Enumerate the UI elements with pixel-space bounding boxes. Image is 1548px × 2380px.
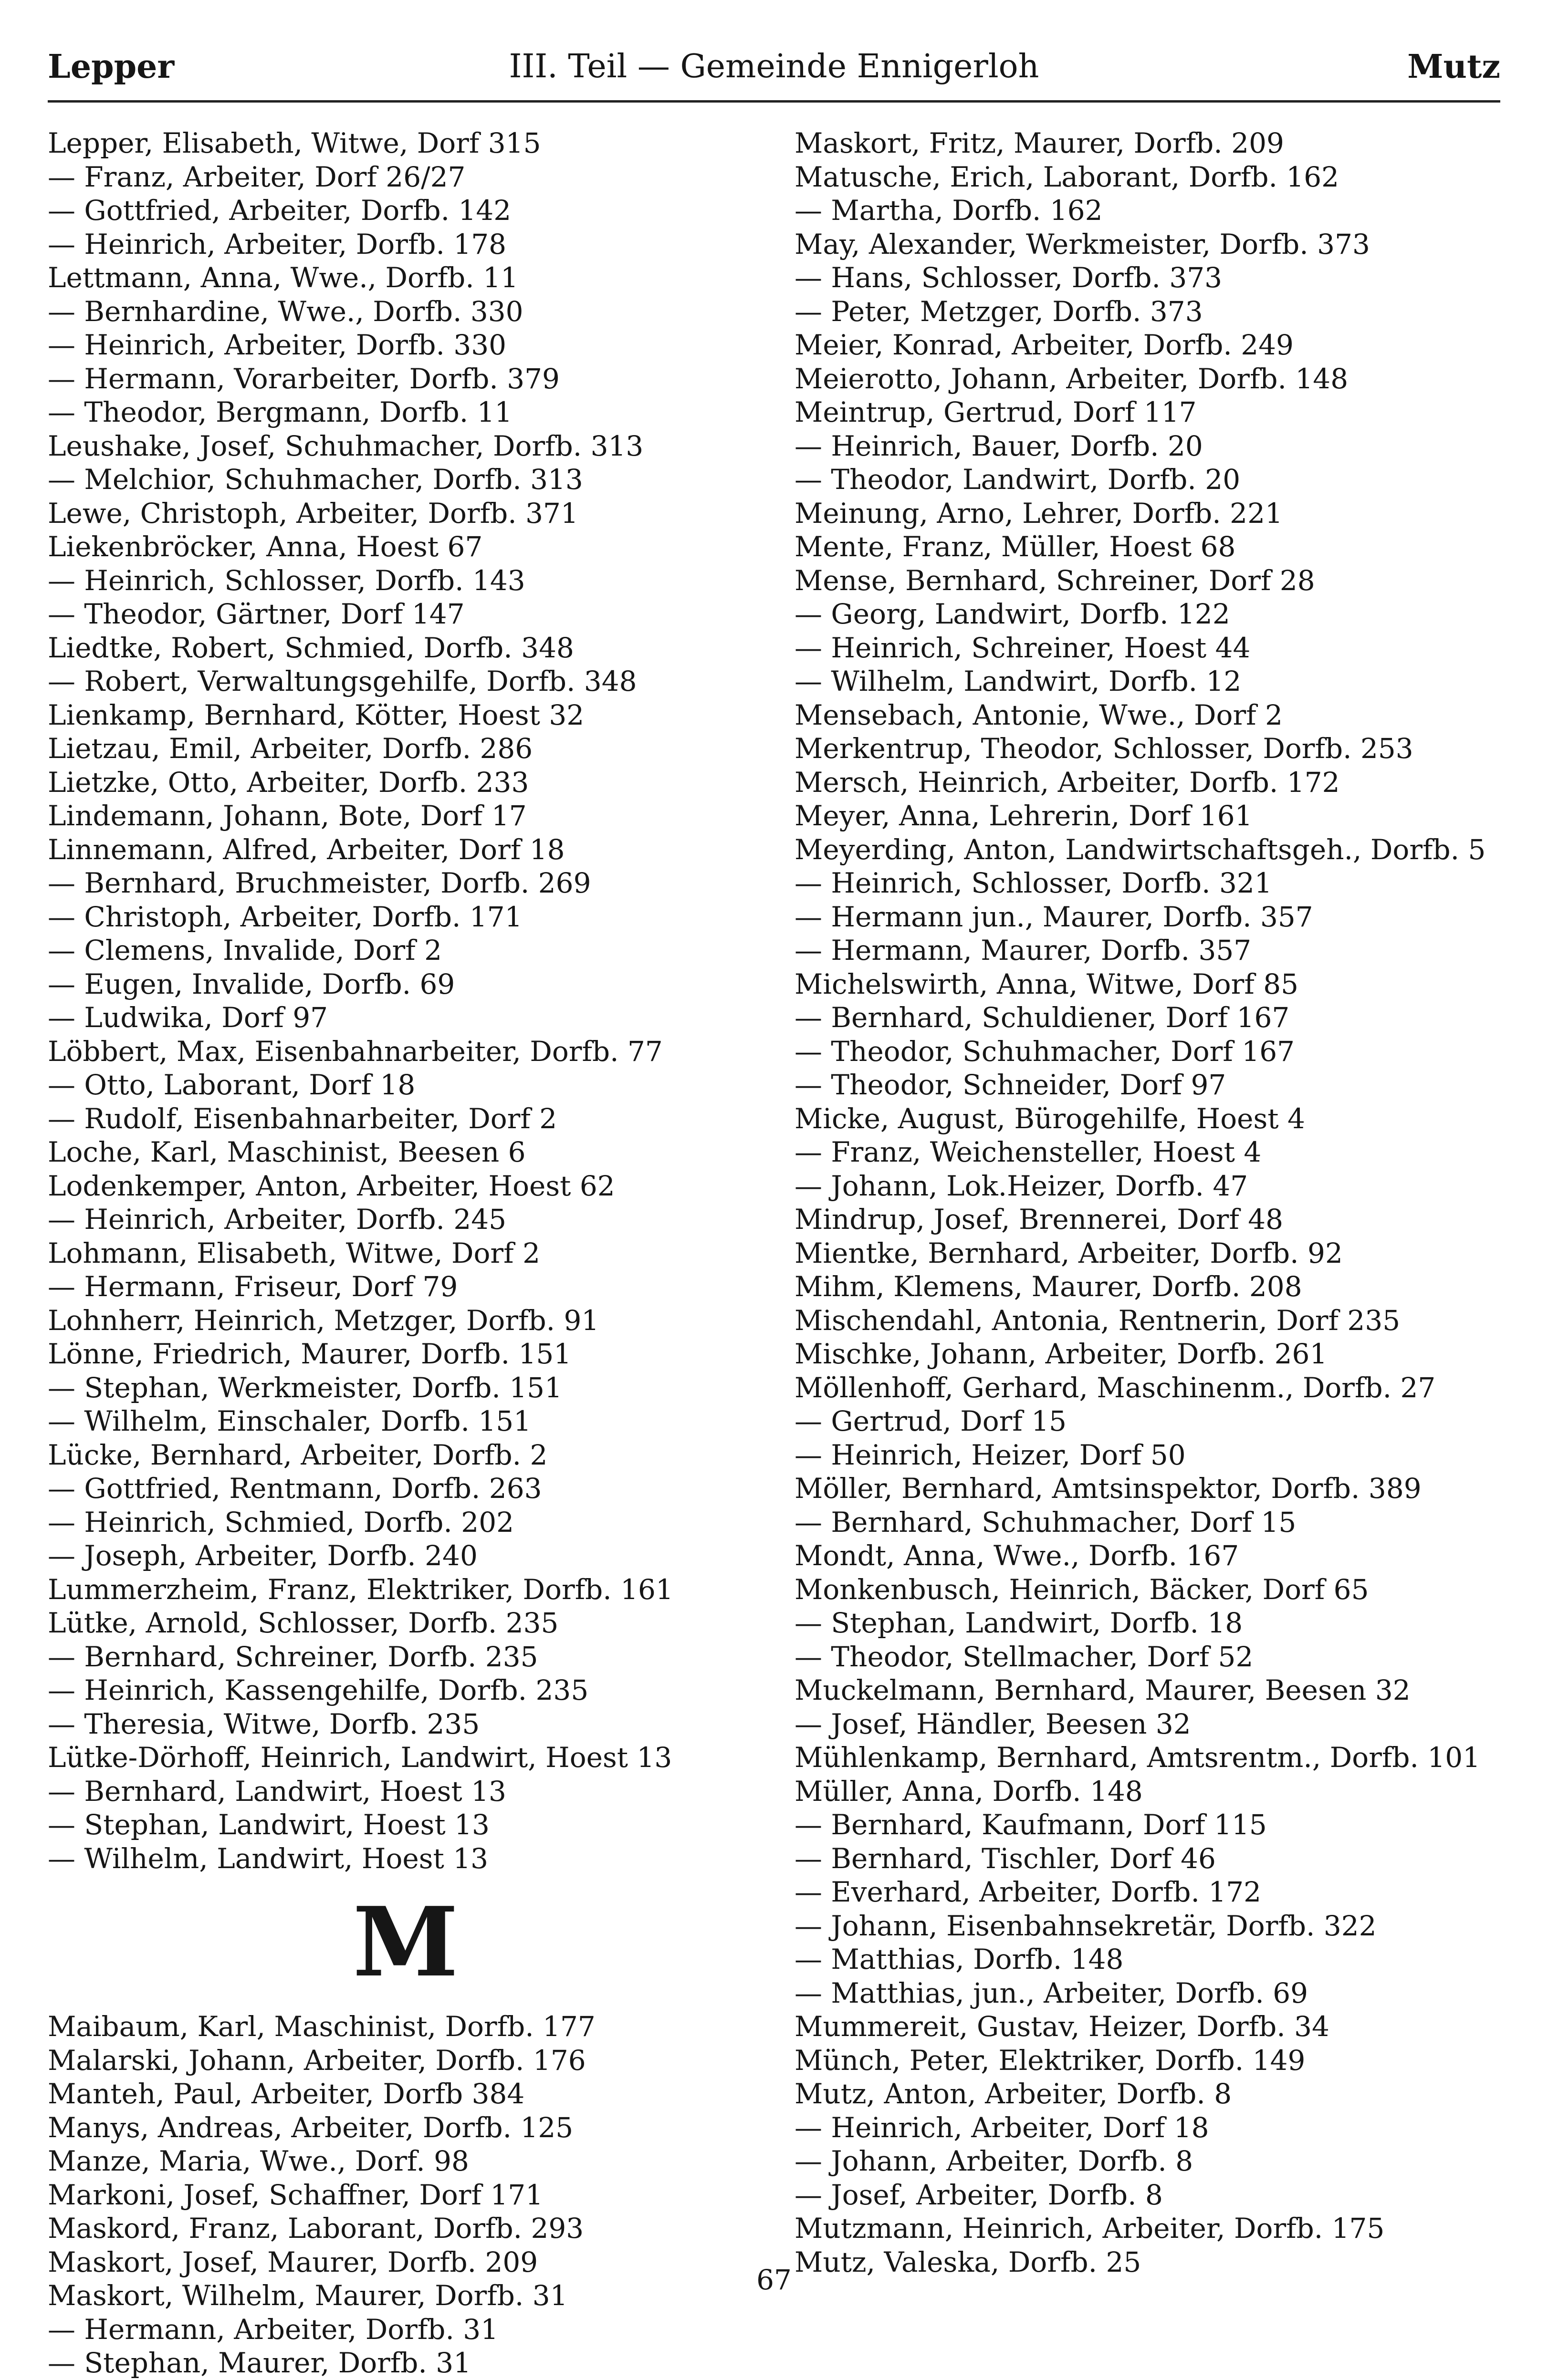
directory-entry: Meyerding, Anton, Landwirtschaftsgeh., Dorfb. 5 <box>795 833 1486 866</box>
directory-entry: — Gottfried, Arbeiter, Dorfb. 142 <box>48 194 512 227</box>
directory-entry: Meierotto, Johann, Arbeiter, Dorfb. 148 <box>795 362 1349 395</box>
directory-entry: — Heinrich, Arbeiter, Dorfb. 245 <box>48 1203 507 1236</box>
directory-entry: — Clemens, Invalide, Dorf 2 <box>48 934 442 967</box>
directory-entry: — Theodor, Stellmacher, Dorf 52 <box>795 1640 1254 1673</box>
directory-entry: Markoni, Josef, Schaffner, Dorf 171 <box>48 2178 544 2211</box>
directory-entry: Lönne, Friedrich, Maurer, Dorfb. 151 <box>48 1338 572 1370</box>
directory-entry: — Gertrud, Dorf 15 <box>795 1405 1067 1437</box>
running-head-left: Lepper <box>48 48 175 86</box>
directory-entry: — Stephan, Werkmeister, Dorfb. 151 <box>48 1371 562 1404</box>
directory-entry: Liedtke, Robert, Schmied, Dorfb. 348 <box>48 631 574 664</box>
directory-entry: — Theodor, Schneider, Dorf 97 <box>795 1069 1226 1101</box>
directory-entry: — Eugen, Invalide, Dorfb. 69 <box>48 967 455 1000</box>
directory-entry: Manys, Andreas, Arbeiter, Dorfb. 125 <box>48 2111 574 2144</box>
directory-entry: Lienkamp, Bernhard, Kötter, Hoest 32 <box>48 698 585 731</box>
directory-entry: Leushake, Josef, Schuhmacher, Dorfb. 313 <box>48 429 644 462</box>
directory-entry: Meinung, Arno, Lehrer, Dorfb. 221 <box>795 497 1283 530</box>
directory-entry: — Johann, Arbeiter, Dorfb. 8 <box>795 2145 1193 2177</box>
directory-entry: Maskort, Josef, Maurer, Dorfb. 209 <box>48 2245 538 2278</box>
directory-entry: Manteh, Paul, Arbeiter, Dorfb 384 <box>48 2078 525 2110</box>
directory-entry: Matusche, Erich, Laborant, Dorfb. 162 <box>795 160 1339 193</box>
directory-entry: — Johann, Eisenbahnsekretär, Dorfb. 322 <box>795 1909 1377 1942</box>
directory-entry: — Melchior, Schuhmacher, Dorfb. 313 <box>48 463 583 496</box>
directory-entry: Möllenhoff, Gerhard, Maschinenm., Dorfb. 27 <box>795 1371 1436 1404</box>
directory-entry: — Josef, Arbeiter, Dorfb. 8 <box>795 2178 1163 2211</box>
directory-entry: Mutzmann, Heinrich, Arbeiter, Dorfb. 175 <box>795 2212 1385 2245</box>
running-head-right: Mutz <box>1407 48 1500 86</box>
directory-entry: Lewe, Christoph, Arbeiter, Dorfb. 371 <box>48 497 578 530</box>
directory-entry: — Hermann jun., Maurer, Dorfb. 357 <box>795 900 1313 933</box>
directory-entry: Mientke, Bernhard, Arbeiter, Dorfb. 92 <box>795 1237 1343 1269</box>
directory-entry: Maskort, Fritz, Maurer, Dorfb. 209 <box>795 127 1284 159</box>
directory-entry: — Hermann, Arbeiter, Dorfb. 31 <box>48 2313 499 2346</box>
directory-entry: — Stephan, Landwirt, Dorfb. 18 <box>795 1607 1243 1639</box>
directory-entry: — Gottfried, Rentmann, Dorfb. 263 <box>48 1472 542 1505</box>
directory-entry: — Theodor, Schuhmacher, Dorf 167 <box>795 1035 1295 1068</box>
directory-entry: — Wilhelm, Einschaler, Dorfb. 151 <box>48 1405 532 1437</box>
directory-entry: Lepper, Elisabeth, Witwe, Dorf 315 <box>48 127 541 159</box>
directory-entry: Mente, Franz, Müller, Hoest 68 <box>795 530 1236 563</box>
directory-entry: — Wilhelm, Landwirt, Dorfb. 12 <box>795 665 1242 697</box>
directory-entry: Lodenkemper, Anton, Arbeiter, Hoest 62 <box>48 1169 615 1202</box>
section-letter-m: M <box>353 1886 459 1998</box>
directory-entry: — Heinrich, Heizer, Dorf 50 <box>795 1438 1186 1471</box>
directory-entry: Lütke-Dörhoff, Heinrich, Landwirt, Hoest 13 <box>48 1741 672 1774</box>
directory-entry: — Franz, Arbeiter, Dorf 26/27 <box>48 160 466 193</box>
directory-entry: — Bernhard, Kaufmann, Dorf 115 <box>795 1808 1267 1841</box>
directory-entry: — Josef, Händler, Beesen 32 <box>795 1707 1191 1740</box>
directory-entry: Münch, Peter, Elektriker, Dorfb. 149 <box>795 2044 1306 2077</box>
directory-entry: — Everhard, Arbeiter, Dorfb. 172 <box>795 1876 1262 1908</box>
directory-entry: — Bernhard, Landwirt, Hoest 13 <box>48 1775 506 1808</box>
directory-entry: Mensebach, Antonie, Wwe., Dorf 2 <box>795 698 1283 731</box>
directory-entry: Mersch, Heinrich, Arbeiter, Dorfb. 172 <box>795 766 1340 799</box>
directory-entry: Mihm, Klemens, Maurer, Dorfb. 208 <box>795 1270 1302 1303</box>
directory-entry: — Heinrich, Arbeiter, Dorfb. 330 <box>48 329 507 361</box>
directory-entry: Monkenbusch, Heinrich, Bäcker, Dorf 65 <box>795 1573 1369 1606</box>
directory-entry: — Heinrich, Schreiner, Hoest 44 <box>795 631 1251 664</box>
entry-list-m-continued <box>795 126 1529 2279</box>
directory-entry: Lummerzheim, Franz, Elektriker, Dorfb. 161 <box>48 1573 673 1606</box>
directory-entry: Maskort, Wilhelm, Maurer, Dorfb. 31 <box>48 2279 568 2312</box>
entry-list-l <box>48 126 764 1875</box>
directory-entry: — Matthias, jun., Arbeiter, Dorfb. 69 <box>795 1976 1308 2009</box>
directory-entry: Lohmann, Elisabeth, Witwe, Dorf 2 <box>48 1237 540 1269</box>
directory-entry: Maibaum, Karl, Maschinist, Dorfb. 177 <box>48 2010 596 2043</box>
directory-entry: — Bernhard, Bruchmeister, Dorfb. 269 <box>48 867 591 899</box>
directory-entry: — Joseph, Arbeiter, Dorfb. 240 <box>48 1539 478 1572</box>
page-header <box>48 43 1500 103</box>
directory-entry: — Bernhard, Schuhmacher, Dorf 15 <box>795 1506 1297 1538</box>
directory-entry: Micke, August, Bürogehilfe, Hoest 4 <box>795 1102 1305 1135</box>
directory-entry: — Christoph, Arbeiter, Dorfb. 171 <box>48 900 523 933</box>
directory-entry: Lütke, Arnold, Schlosser, Dorfb. 235 <box>48 1607 559 1639</box>
directory-entry: — Hermann, Friseur, Dorf 79 <box>48 1270 458 1303</box>
directory-entry: Mischendahl, Antonia, Rentnerin, Dorf 235 <box>795 1304 1401 1337</box>
directory-entry: Mense, Bernhard, Schreiner, Dorf 28 <box>795 564 1315 597</box>
directory-entry: — Wilhelm, Landwirt, Hoest 13 <box>48 1842 489 1875</box>
directory-entry: Liekenbröcker, Anna, Hoest 67 <box>48 530 483 563</box>
directory-entry: — Heinrich, Arbeiter, Dorfb. 178 <box>48 228 507 260</box>
directory-entry: Mondt, Anna, Wwe., Dorfb. 167 <box>795 1539 1239 1572</box>
directory-entry: Mischke, Johann, Arbeiter, Dorfb. 261 <box>795 1338 1328 1370</box>
directory-entry: — Heinrich, Bauer, Dorfb. 20 <box>795 429 1203 462</box>
directory-entry: Möller, Bernhard, Amtsinspektor, Dorfb. 389 <box>795 1472 1422 1505</box>
directory-entry: Meier, Konrad, Arbeiter, Dorfb. 249 <box>795 329 1294 361</box>
directory-entry: — Stephan, Maurer, Dorfb. 31 <box>48 2347 471 2379</box>
directory-entry: Lettmann, Anna, Wwe., Dorfb. 11 <box>48 261 518 294</box>
directory-entry: — Robert, Verwaltungsgehilfe, Dorfb. 348 <box>48 665 637 697</box>
directory-entry: — Theodor, Gärtner, Dorf 147 <box>48 598 465 630</box>
directory-entry: Lindemann, Johann, Bote, Dorf 17 <box>48 800 527 832</box>
directory-entry: Manze, Maria, Wwe., Dorf. 98 <box>48 2145 469 2177</box>
directory-entry: Linnemann, Alfred, Arbeiter, Dorf 18 <box>48 833 565 866</box>
entry-list-m <box>48 2010 764 2380</box>
directory-entry: Mutz, Anton, Arbeiter, Dorfb. 8 <box>795 2078 1232 2110</box>
directory-entry: — Theodor, Landwirt, Dorfb. 20 <box>795 463 1241 496</box>
directory-entry: — Johann, Lok.Heizer, Dorfb. 47 <box>795 1169 1248 1202</box>
directory-entry: Mindrup, Josef, Brennerei, Dorf 48 <box>795 1203 1284 1236</box>
directory-entry: Mummereit, Gustav, Heizer, Dorfb. 34 <box>795 2010 1329 2043</box>
directory-entry: — Heinrich, Kassengehilfe, Dorfb. 235 <box>48 1674 589 1706</box>
directory-entry: — Theodor, Bergmann, Dorfb. 11 <box>48 396 513 428</box>
directory-entry: — Franz, Weichensteller, Hoest 4 <box>795 1136 1262 1168</box>
directory-entry: Loche, Karl, Maschinist, Beesen 6 <box>48 1136 526 1168</box>
directory-entry: Maskord, Franz, Laborant, Dorfb. 293 <box>48 2212 584 2245</box>
directory-entry: — Bernhard, Tischler, Dorf 46 <box>795 1842 1216 1875</box>
running-head-center: III. Teil — Gemeinde Ennigerloh <box>509 48 1039 85</box>
directory-entry: Mühlenkamp, Bernhard, Amtsrentm., Dorfb. 101 <box>795 1741 1481 1774</box>
directory-entry: Michelswirth, Anna, Witwe, Dorf 85 <box>795 967 1299 1000</box>
directory-entry: — Otto, Laborant, Dorf 18 <box>48 1069 416 1101</box>
directory-entry: — Heinrich, Schlosser, Dorfb. 321 <box>795 867 1272 899</box>
directory-entry: May, Alexander, Werkmeister, Dorfb. 373 <box>795 228 1370 260</box>
directory-entry: — Bernhard, Schreiner, Dorfb. 235 <box>48 1640 538 1673</box>
directory-entry: — Hans, Schlosser, Dorfb. 373 <box>795 261 1223 294</box>
directory-entry: — Martha, Dorfb. 162 <box>795 194 1103 227</box>
directory-entry: — Rudolf, Eisenbahnarbeiter, Dorf 2 <box>48 1102 557 1135</box>
directory-entry: Muckelmann, Bernhard, Maurer, Beesen 32 <box>795 1674 1411 1706</box>
directory-entry: Löbbert, Max, Eisenbahnarbeiter, Dorfb. 77 <box>48 1035 663 1068</box>
directory-entry: — Hermann, Vorarbeiter, Dorfb. 379 <box>48 362 560 395</box>
directory-entry: — Hermann, Maurer, Dorfb. 357 <box>795 934 1252 967</box>
directory-entry: — Matthias, Dorfb. 148 <box>795 1943 1124 1975</box>
page-number: 67 <box>756 2264 792 2296</box>
directory-entry: — Bernhardine, Wwe., Dorfb. 330 <box>48 295 523 328</box>
directory-entry: — Heinrich, Schlosser, Dorfb. 143 <box>48 564 525 597</box>
directory-entry: Meyer, Anna, Lehrerin, Dorf 161 <box>795 800 1253 832</box>
directory-entry: — Heinrich, Schmied, Dorfb. 202 <box>48 1506 514 1538</box>
directory-entry: Müller, Anna, Dorfb. 148 <box>795 1775 1143 1808</box>
left-column <box>48 126 764 2380</box>
directory-entry: Meintrup, Gertrud, Dorf 117 <box>795 396 1197 428</box>
directory-entry: Malarski, Johann, Arbeiter, Dorfb. 176 <box>48 2044 586 2077</box>
directory-entry: Mutz, Valeska, Dorfb. 25 <box>795 2245 1141 2278</box>
directory-entry: Lietzau, Emil, Arbeiter, Dorfb. 286 <box>48 732 533 765</box>
directory-entry: Lietzke, Otto, Arbeiter, Dorfb. 233 <box>48 766 529 799</box>
directory-entry: — Heinrich, Arbeiter, Dorf 18 <box>795 2111 1209 2144</box>
directory-entry: — Stephan, Landwirt, Hoest 13 <box>48 1808 490 1841</box>
directory-entry: Merkentrup, Theodor, Schlosser, Dorfb. 253 <box>795 732 1413 765</box>
directory-entry: — Georg, Landwirt, Dorfb. 122 <box>795 598 1230 630</box>
directory-entry: — Peter, Metzger, Dorfb. 373 <box>795 295 1203 328</box>
right-column <box>795 126 1529 2279</box>
directory-entry: Lohnherr, Heinrich, Metzger, Dorfb. 91 <box>48 1304 599 1337</box>
directory-entry: — Theresia, Witwe, Dorfb. 235 <box>48 1707 480 1740</box>
directory-entry: — Bernhard, Schuldiener, Dorf 167 <box>795 1001 1290 1034</box>
directory-entry: Lücke, Bernhard, Arbeiter, Dorfb. 2 <box>48 1438 548 1471</box>
directory-entry: — Ludwika, Dorf 97 <box>48 1001 328 1034</box>
